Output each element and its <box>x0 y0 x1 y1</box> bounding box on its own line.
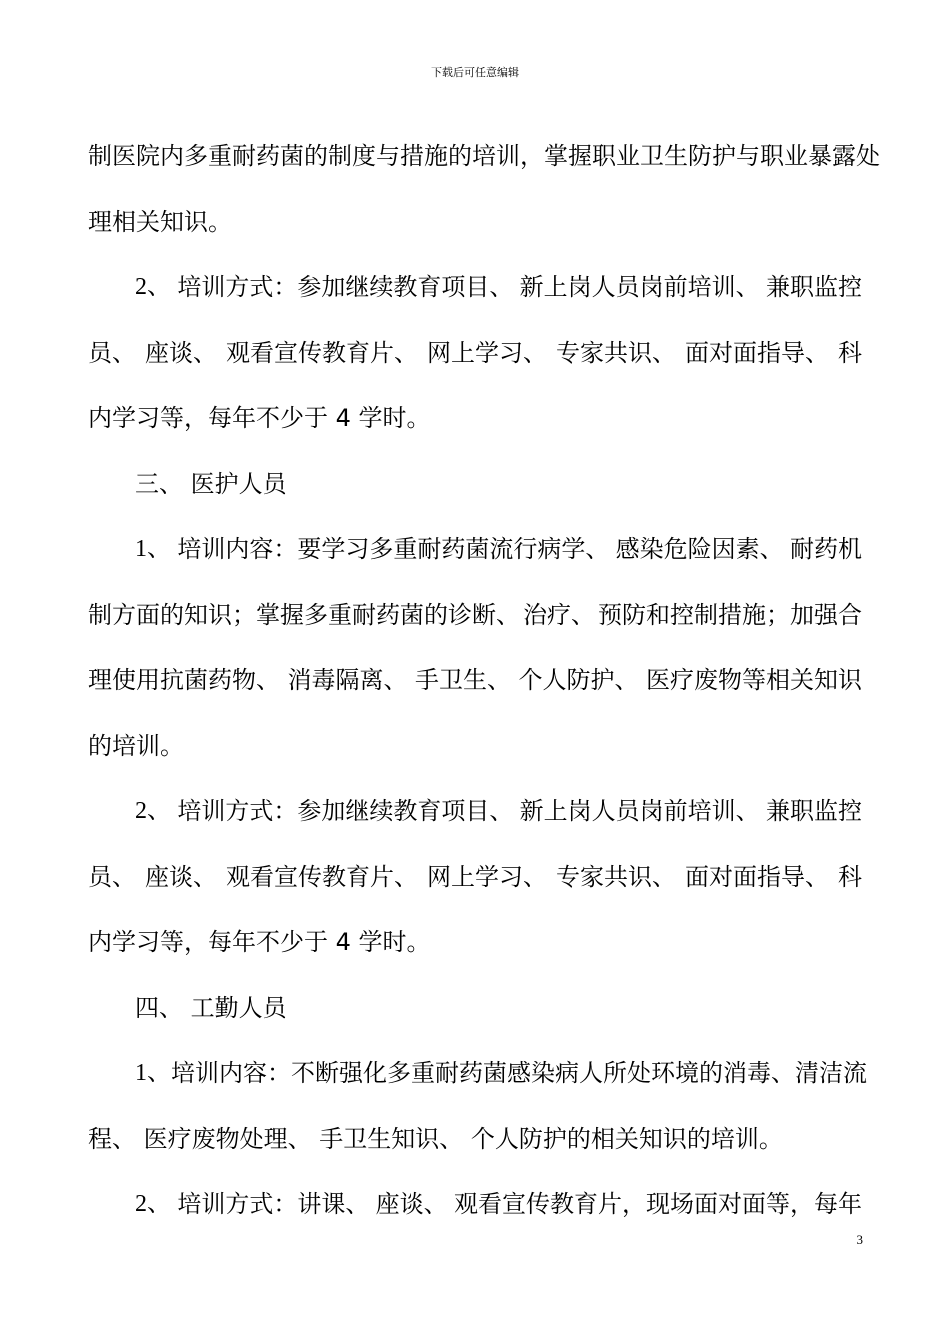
text-segment: 观看宣传教育片，现场面对面等，每年 <box>453 1190 862 1218</box>
list-number: 2、 <box>135 798 171 824</box>
text-segment: 网上学习、 <box>427 862 547 891</box>
text-line-4 <box>88 321 862 387</box>
section-heading: 四、 工勤人员 <box>135 993 287 1022</box>
text-line-13: 内学习等，每年不少于 4 学时。 <box>88 928 431 956</box>
text-segment: 手卫生、 <box>415 666 511 694</box>
text-segment: 耐药机 <box>789 535 862 563</box>
section-heading: 三、 医护人员 <box>135 469 287 498</box>
text-segment: 座谈、 <box>145 862 217 891</box>
text-line-17 <box>88 1172 862 1238</box>
text-segment: 培训方式：参加继续教育项目、 <box>177 797 514 825</box>
text-segment: 清洁流 <box>795 1059 867 1087</box>
text-segment: 观看宣传教育片、 <box>226 862 418 891</box>
text-segment: 培训内容：要学习多重耐药菌流行病学、 <box>177 535 610 563</box>
text-segment: 员、 <box>88 338 136 367</box>
page-number: 3 <box>856 1232 863 1247</box>
text-line-8 <box>88 583 862 649</box>
text-segment: 医疗废物等相关知识 <box>646 666 862 694</box>
text-line-3 <box>88 255 862 321</box>
text-segment: 员、 <box>88 862 136 891</box>
text-segment: 个人防护、 <box>518 666 639 694</box>
text-segment: 预防和控制措施；加强合 <box>598 600 862 629</box>
document-body <box>88 124 880 1238</box>
text-segment: 座谈、 <box>375 1190 448 1218</box>
text-segment: 培训方式：讲课、 <box>177 1190 370 1218</box>
list-number: 1、 <box>135 1060 171 1086</box>
text-line-1: 制医院内多重耐药菌的制度与措施的培训，掌握职业卫生防护与职业暴露处 <box>88 142 880 170</box>
text-segment: 培训内容：不断强化多重耐药菌感染病人所处环境的消毒、 <box>171 1059 795 1087</box>
text-segment: 新上岗人员岗前培训、 <box>519 273 760 301</box>
text-segment: 科 <box>838 862 862 891</box>
page-header: 下载后可任意编辑 <box>431 66 519 79</box>
text-line-15 <box>88 1041 867 1107</box>
text-segment: 消毒隔离、 <box>287 666 408 694</box>
text-segment: 兼职监控 <box>765 797 862 825</box>
text-line-5: 内学习等，每年不少于 4 学时。 <box>88 404 431 432</box>
text-segment: 面对面指导、 <box>685 862 829 891</box>
text-segment: 感染危险因素、 <box>615 535 784 563</box>
list-number: 2、 <box>135 1191 171 1217</box>
text-segment: 专家共识、 <box>556 862 676 891</box>
text-segment: 兼职监控 <box>765 273 862 301</box>
text-line-9 <box>88 648 862 714</box>
text-line-10: 的培训。 <box>88 731 184 760</box>
list-number: 2、 <box>135 274 171 300</box>
list-number: 1、 <box>135 536 171 562</box>
text-line-12 <box>88 845 862 911</box>
text-segment: 制方面的知识；掌握多重耐药菌的诊断、 <box>88 600 520 629</box>
text-segment: 理使用抗菌药物、 <box>88 666 280 694</box>
text-segment: 科 <box>838 338 862 367</box>
text-segment: 培训方式：参加继续教育项目、 <box>177 273 514 301</box>
text-line-2: 理相关知识。 <box>88 207 232 236</box>
text-line-7 <box>88 517 862 583</box>
text-segment: 座谈、 <box>145 338 217 367</box>
text-segment: 网上学习、 <box>427 338 547 367</box>
text-segment: 观看宣传教育片、 <box>226 338 418 367</box>
text-segment: 新上岗人员岗前培训、 <box>519 797 760 825</box>
text-segment: 治疗、 <box>523 600 595 629</box>
text-line-11 <box>88 779 862 845</box>
text-segment: 专家共识、 <box>556 338 676 367</box>
text-line-16: 程、 医疗废物处理、 手卫生知识、 个人防护的相关知识的培训。 <box>88 1124 783 1153</box>
text-segment: 面对面指导、 <box>685 338 829 367</box>
